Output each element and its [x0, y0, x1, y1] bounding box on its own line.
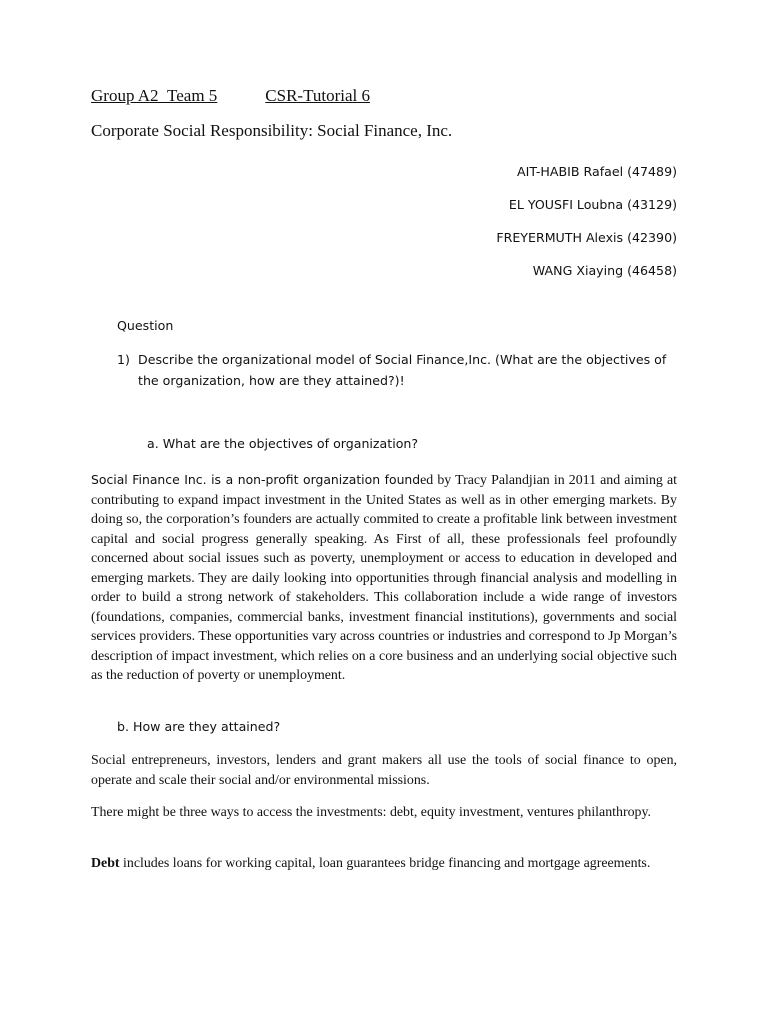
tutorial-label: CSR-Tutorial 6	[265, 86, 371, 105]
header-line	[91, 86, 370, 106]
author-list	[496, 155, 677, 287]
section-a-lead: Social Finance Inc. is a non-profit organization found	[91, 472, 421, 487]
section-a-paragraph	[91, 470, 677, 686]
section-b-paragraph-3	[91, 854, 677, 874]
group-label: Group A2_Team 5	[91, 86, 218, 105]
author-name: AIT-HABIB Rafael (47489)	[517, 164, 677, 179]
question-item	[117, 349, 677, 391]
question-number: 1)	[117, 352, 130, 367]
page-title: Corporate Social Responsibility: Social Finance, Inc.	[91, 121, 453, 140]
section-b-paragraph-2: There might be three ways to access the investments: debt, equity investment, ventures philanthropy.	[91, 805, 651, 820]
author-name: FREYERMUTH Alexis (42390)	[496, 230, 677, 245]
question-text: Describe the organizational model of Social Finance,Inc. (What are the objectives of the organization, how are they attained?)!	[138, 352, 667, 388]
section-a-body: ed by Tracy Palandjian in 2011 and aiming at contributing to expand impact investment in the United States as well as in other emerging markets. By doing so, the corporation’s founders are actually commited to create a profitable link between investment capital and social progress generally speaking. As First of all, these professionals feel profoundly concerned about social issues such as poverty, unemployment or access to education in developed and emerging markets. They are daily looking into opportunities through financial analysis and modelling in order to build a strong network of stakeholders. This collaboration include a wide range of investors (foundations, companies, commercial banks, investment financial institutions), governments and social services providers. These opportunities vary across countries or industries and correspond to Jp Morgan’s description of impact investment, which relies on a core business and an underlying social objective such as the reduction of poverty or unemployment.	[91, 473, 678, 683]
author-name: EL YOUSFI Loubna (43129)	[508, 197, 677, 212]
question-label: Question	[117, 318, 174, 333]
section-b-heading: b. How are they attained?	[117, 719, 281, 734]
debt-term: Debt	[91, 856, 120, 871]
debt-description: includes loans for working capital, loan guarantees bridge financing and mortgage agreements.	[119, 856, 651, 871]
author-name: WANG Xiaying (46458)	[532, 263, 677, 278]
section-a-heading: a. What are the objectives of organization?	[147, 436, 419, 451]
section-b-paragraph-1: Social entrepreneurs, investors, lenders and grant makers all use the tools of social finance to open, operate and scale their social and/or environmental missions.	[91, 753, 677, 788]
